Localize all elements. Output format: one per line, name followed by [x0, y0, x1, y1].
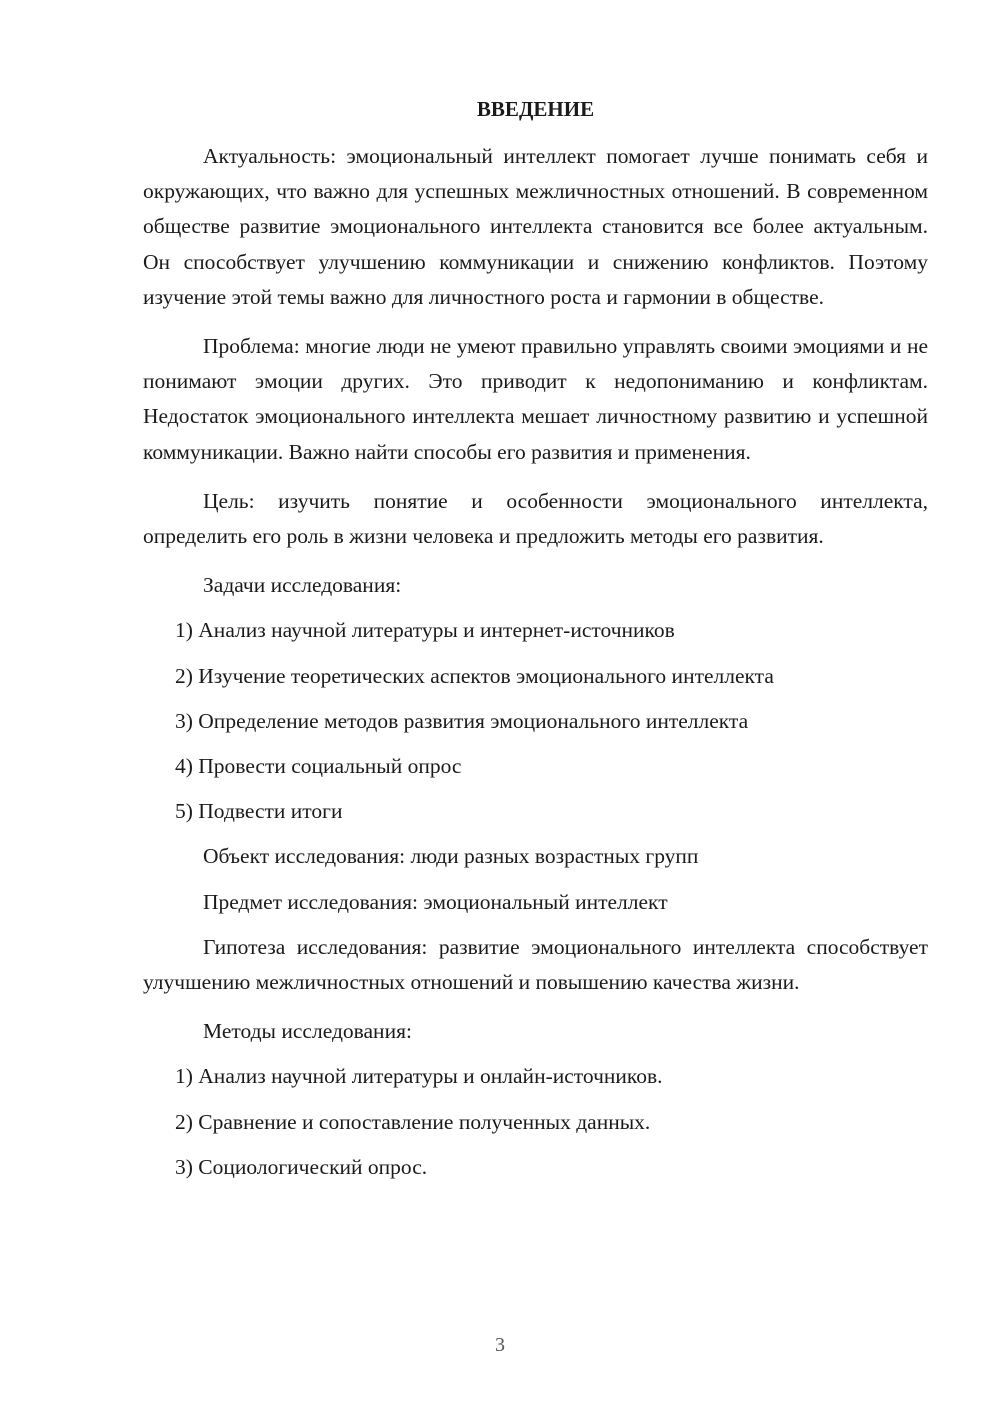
hypothesis-paragraph: Гипотеза исследования: развитие эмоционального интеллекта способствует улучшению межличностных отношений и повышению качества жизни.: [143, 934, 928, 995]
goal-paragraph: Цель: изучить понятие и особенности эмоционального интеллекта, определить его роль в жизни человека и предложить методы его развития.: [143, 488, 928, 549]
section-title: ВВЕДЕНИЕ: [476, 97, 595, 121]
list-item: 2) Сравнение и сопоставление полученных данных.: [175, 1109, 651, 1134]
problem-paragraph: Проблема: многие люди не умеют правильно управлять своими эмоциями и не понимают эмоции других. Это приводит к недопониманию и конфликтам. Недостаток эмоционального интеллекта мешает личностному развитию и успешной коммуникации. Важно найти способы его развития и применения.: [143, 334, 928, 464]
tasks-list: [143, 613, 928, 829]
list-item: 3) Определение методов развития эмоционального интеллекта: [175, 708, 749, 733]
relevance-paragraph: Актуальность: эмоциональный интеллект помогает лучше понимать себя и окружающих, что важно для успешных межличностных отношений. В современном обществе развитие эмоционального интеллекта становится все более актуальным. Он способствует улучшению коммуникации и снижению конфликтов. Поэтому изучение этой темы важно для личностного роста и гармонии в обществе.: [143, 144, 928, 309]
page-number: 3: [495, 1334, 505, 1356]
list-item: 2) Изучение теоретических аспектов эмоционального интеллекта: [175, 663, 774, 688]
methods-heading: Методы исследования:: [203, 1019, 412, 1044]
document-page: [143, 92, 928, 1195]
list-item: 1) Анализ научной литературы и интернет-источников: [175, 618, 675, 643]
list-item: 3) Социологический опрос.: [175, 1154, 428, 1179]
object-paragraph: Объект исследования: люди разных возрастных групп: [203, 844, 699, 869]
list-item: 1) Анализ научной литературы и онлайн-источников.: [175, 1064, 663, 1089]
subject-paragraph: Предмет исследования: эмоциональный интеллект: [203, 889, 668, 914]
methods-list: [143, 1059, 928, 1185]
tasks-heading: Задачи исследования:: [203, 573, 402, 598]
list-item: 4) Провести социальный опрос: [175, 754, 462, 779]
list-item: 5) Подвести итоги: [175, 799, 343, 824]
